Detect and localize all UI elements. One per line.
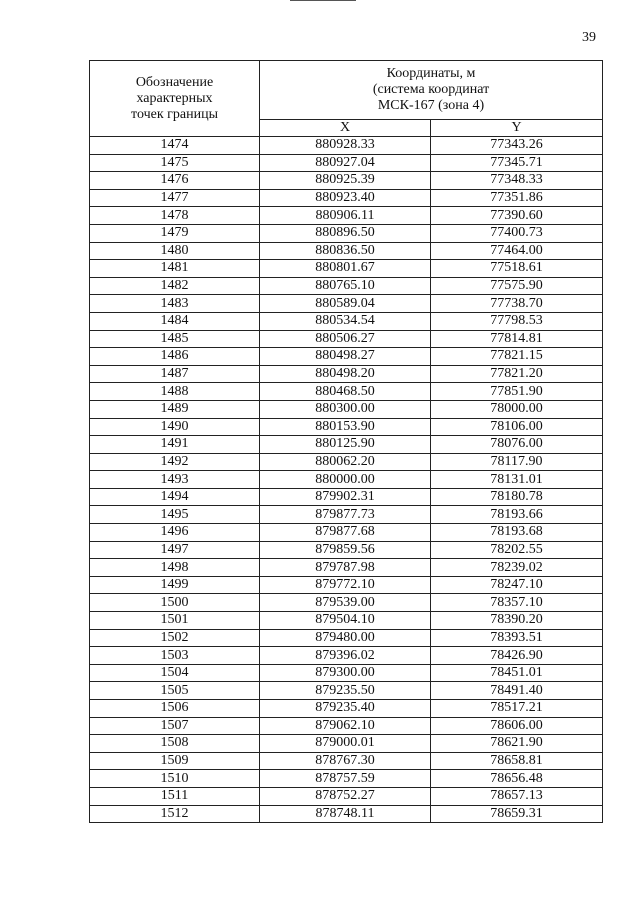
x-coordinate-cell: 879859.56 bbox=[260, 541, 431, 559]
table-row bbox=[90, 594, 603, 612]
x-coordinate-cell: 879062.10 bbox=[260, 717, 431, 735]
table-row bbox=[90, 172, 603, 190]
y-coordinate-cell: 77798.53 bbox=[431, 312, 603, 330]
table-row bbox=[90, 277, 603, 295]
y-coordinate-cell: 78393.51 bbox=[431, 629, 603, 647]
y-coordinate-cell: 78426.90 bbox=[431, 647, 603, 665]
y-coordinate-cell: 77351.86 bbox=[431, 189, 603, 207]
y-coordinate-cell: 78658.81 bbox=[431, 752, 603, 770]
y-coordinate-cell: 78106.00 bbox=[431, 418, 603, 436]
y-coordinate-cell: 78621.90 bbox=[431, 735, 603, 753]
point-id-cell: 1501 bbox=[90, 612, 260, 630]
x-coordinate-cell: 880506.27 bbox=[260, 330, 431, 348]
x-coordinate-cell: 880498.20 bbox=[260, 365, 431, 383]
point-id-cell: 1512 bbox=[90, 805, 260, 823]
table-row bbox=[90, 348, 603, 366]
table-row bbox=[90, 471, 603, 489]
header-coordinates-line: (система координат bbox=[372, 82, 490, 97]
y-coordinate-cell: 77345.71 bbox=[431, 154, 603, 172]
y-coordinate-cell: 78390.20 bbox=[431, 612, 603, 630]
y-coordinate-cell: 77518.61 bbox=[431, 260, 603, 278]
y-coordinate-cell: 78193.66 bbox=[431, 506, 603, 524]
table-row bbox=[90, 400, 603, 418]
x-coordinate-cell: 880925.39 bbox=[260, 172, 431, 190]
table-row bbox=[90, 330, 603, 348]
point-id-cell: 1506 bbox=[90, 700, 260, 718]
x-coordinate-cell: 880062.20 bbox=[260, 453, 431, 471]
x-coordinate-cell: 879772.10 bbox=[260, 576, 431, 594]
table-row bbox=[90, 612, 603, 630]
point-id-cell: 1483 bbox=[90, 295, 260, 313]
y-coordinate-cell: 78357.10 bbox=[431, 594, 603, 612]
x-coordinate-cell: 879877.68 bbox=[260, 524, 431, 542]
y-coordinate-cell: 77348.33 bbox=[431, 172, 603, 190]
x-coordinate-cell: 879235.50 bbox=[260, 682, 431, 700]
table-row bbox=[90, 524, 603, 542]
point-id-cell: 1474 bbox=[90, 137, 260, 155]
table-row bbox=[90, 787, 603, 805]
point-id-cell: 1504 bbox=[90, 664, 260, 682]
y-coordinate-cell: 78239.02 bbox=[431, 559, 603, 577]
y-coordinate-cell: 77851.90 bbox=[431, 383, 603, 401]
x-coordinate-cell: 880468.50 bbox=[260, 383, 431, 401]
table-row bbox=[90, 629, 603, 647]
table-row bbox=[90, 453, 603, 471]
y-coordinate-cell: 78193.68 bbox=[431, 524, 603, 542]
x-coordinate-cell: 880589.04 bbox=[260, 295, 431, 313]
top-rule bbox=[290, 0, 356, 1]
y-coordinate-cell: 78202.55 bbox=[431, 541, 603, 559]
table-row bbox=[90, 805, 603, 823]
table-row bbox=[90, 207, 603, 225]
x-coordinate-cell: 879000.01 bbox=[260, 735, 431, 753]
point-id-cell: 1494 bbox=[90, 488, 260, 506]
x-coordinate-cell: 878748.11 bbox=[260, 805, 431, 823]
y-coordinate-cell: 77390.60 bbox=[431, 207, 603, 225]
point-id-cell: 1481 bbox=[90, 260, 260, 278]
point-id-cell: 1499 bbox=[90, 576, 260, 594]
point-id-cell: 1484 bbox=[90, 312, 260, 330]
point-id-cell: 1490 bbox=[90, 418, 260, 436]
table-row bbox=[90, 559, 603, 577]
y-coordinate-cell: 78000.00 bbox=[431, 400, 603, 418]
point-id-cell: 1503 bbox=[90, 647, 260, 665]
point-id-cell: 1511 bbox=[90, 787, 260, 805]
x-coordinate-cell: 879902.31 bbox=[260, 488, 431, 506]
coordinates-table bbox=[89, 60, 603, 823]
x-coordinate-cell: 879396.02 bbox=[260, 647, 431, 665]
x-coordinate-cell: 879504.10 bbox=[260, 612, 431, 630]
x-coordinate-cell: 880534.54 bbox=[260, 312, 431, 330]
x-coordinate-cell: 880896.50 bbox=[260, 224, 431, 242]
page-number: 39 bbox=[582, 30, 596, 45]
y-coordinate-cell: 77738.70 bbox=[431, 295, 603, 313]
y-coordinate-cell: 78491.40 bbox=[431, 682, 603, 700]
x-coordinate-cell: 880125.90 bbox=[260, 436, 431, 454]
table-row bbox=[90, 647, 603, 665]
table-row bbox=[90, 242, 603, 260]
y-coordinate-cell: 78131.01 bbox=[431, 471, 603, 489]
point-id-cell: 1507 bbox=[90, 717, 260, 735]
point-id-cell: 1477 bbox=[90, 189, 260, 207]
point-id-cell: 1487 bbox=[90, 365, 260, 383]
point-id-cell: 1500 bbox=[90, 594, 260, 612]
header-point-designation-line: точек границы bbox=[131, 106, 218, 122]
x-coordinate-cell: 878757.59 bbox=[260, 770, 431, 788]
x-coordinate-cell: 879480.00 bbox=[260, 629, 431, 647]
y-coordinate-cell: 78180.78 bbox=[431, 488, 603, 506]
table-row bbox=[90, 717, 603, 735]
point-id-cell: 1479 bbox=[90, 224, 260, 242]
x-coordinate-cell: 878752.27 bbox=[260, 787, 431, 805]
point-id-cell: 1475 bbox=[90, 154, 260, 172]
x-coordinate-cell: 879300.00 bbox=[260, 664, 431, 682]
header-y: Y bbox=[431, 120, 603, 137]
table-row bbox=[90, 541, 603, 559]
table-row bbox=[90, 664, 603, 682]
table-row bbox=[90, 436, 603, 454]
table-row bbox=[90, 700, 603, 718]
header-point-designation-line: характерных bbox=[136, 90, 213, 106]
table-row bbox=[90, 154, 603, 172]
table-row bbox=[90, 365, 603, 383]
x-coordinate-cell: 880153.90 bbox=[260, 418, 431, 436]
x-coordinate-cell: 880498.27 bbox=[260, 348, 431, 366]
y-coordinate-cell: 77400.73 bbox=[431, 224, 603, 242]
y-coordinate-cell: 78451.01 bbox=[431, 664, 603, 682]
y-coordinate-cell: 77821.20 bbox=[431, 365, 603, 383]
y-coordinate-cell: 78659.31 bbox=[431, 805, 603, 823]
header-coordinates bbox=[260, 61, 603, 120]
header-point-designation bbox=[90, 61, 260, 137]
point-id-cell: 1502 bbox=[90, 629, 260, 647]
x-coordinate-cell: 880801.67 bbox=[260, 260, 431, 278]
x-coordinate-cell: 880000.00 bbox=[260, 471, 431, 489]
point-id-cell: 1508 bbox=[90, 735, 260, 753]
y-coordinate-cell: 77821.15 bbox=[431, 348, 603, 366]
point-id-cell: 1509 bbox=[90, 752, 260, 770]
point-id-cell: 1482 bbox=[90, 277, 260, 295]
x-coordinate-cell: 879539.00 bbox=[260, 594, 431, 612]
y-coordinate-cell: 77814.81 bbox=[431, 330, 603, 348]
point-id-cell: 1492 bbox=[90, 453, 260, 471]
y-coordinate-cell: 78076.00 bbox=[431, 436, 603, 454]
x-coordinate-cell: 879235.40 bbox=[260, 700, 431, 718]
point-id-cell: 1505 bbox=[90, 682, 260, 700]
table-row bbox=[90, 576, 603, 594]
point-id-cell: 1480 bbox=[90, 242, 260, 260]
point-id-cell: 1495 bbox=[90, 506, 260, 524]
header-coordinates-line: МСК-167 (зона 4) bbox=[377, 98, 485, 113]
header-coordinates-line: Координаты, м bbox=[386, 66, 476, 81]
x-coordinate-cell: 879787.98 bbox=[260, 559, 431, 577]
point-id-cell: 1485 bbox=[90, 330, 260, 348]
point-id-cell: 1496 bbox=[90, 524, 260, 542]
table-row bbox=[90, 752, 603, 770]
table-row bbox=[90, 260, 603, 278]
y-coordinate-cell: 77464.00 bbox=[431, 242, 603, 260]
table-row bbox=[90, 383, 603, 401]
x-coordinate-cell: 880923.40 bbox=[260, 189, 431, 207]
x-coordinate-cell: 880928.33 bbox=[260, 137, 431, 155]
y-coordinate-cell: 78656.48 bbox=[431, 770, 603, 788]
x-coordinate-cell: 880300.00 bbox=[260, 400, 431, 418]
x-coordinate-cell: 880765.10 bbox=[260, 277, 431, 295]
point-id-cell: 1486 bbox=[90, 348, 260, 366]
x-coordinate-cell: 880836.50 bbox=[260, 242, 431, 260]
y-coordinate-cell: 78606.00 bbox=[431, 717, 603, 735]
y-coordinate-cell: 78657.13 bbox=[431, 787, 603, 805]
point-id-cell: 1489 bbox=[90, 400, 260, 418]
y-coordinate-cell: 77343.26 bbox=[431, 137, 603, 155]
table-row bbox=[90, 770, 603, 788]
table-row bbox=[90, 418, 603, 436]
table-row bbox=[90, 682, 603, 700]
table-row bbox=[90, 506, 603, 524]
table-body bbox=[90, 137, 603, 823]
header-point-designation-line: Обозначение bbox=[135, 74, 214, 90]
point-id-cell: 1491 bbox=[90, 436, 260, 454]
point-id-cell: 1488 bbox=[90, 383, 260, 401]
point-id-cell: 1478 bbox=[90, 207, 260, 225]
y-coordinate-cell: 78117.90 bbox=[431, 453, 603, 471]
x-coordinate-cell: 879877.73 bbox=[260, 506, 431, 524]
point-id-cell: 1497 bbox=[90, 541, 260, 559]
table-row bbox=[90, 735, 603, 753]
x-coordinate-cell: 878767.30 bbox=[260, 752, 431, 770]
y-coordinate-cell: 78247.10 bbox=[431, 576, 603, 594]
table-row bbox=[90, 295, 603, 313]
table-row bbox=[90, 224, 603, 242]
table-row bbox=[90, 137, 603, 155]
point-id-cell: 1510 bbox=[90, 770, 260, 788]
table-row bbox=[90, 488, 603, 506]
x-coordinate-cell: 880906.11 bbox=[260, 207, 431, 225]
header-x: X bbox=[260, 120, 431, 137]
x-coordinate-cell: 880927.04 bbox=[260, 154, 431, 172]
y-coordinate-cell: 78517.21 bbox=[431, 700, 603, 718]
table-row bbox=[90, 312, 603, 330]
point-id-cell: 1493 bbox=[90, 471, 260, 489]
table-row bbox=[90, 189, 603, 207]
point-id-cell: 1476 bbox=[90, 172, 260, 190]
y-coordinate-cell: 77575.90 bbox=[431, 277, 603, 295]
point-id-cell: 1498 bbox=[90, 559, 260, 577]
